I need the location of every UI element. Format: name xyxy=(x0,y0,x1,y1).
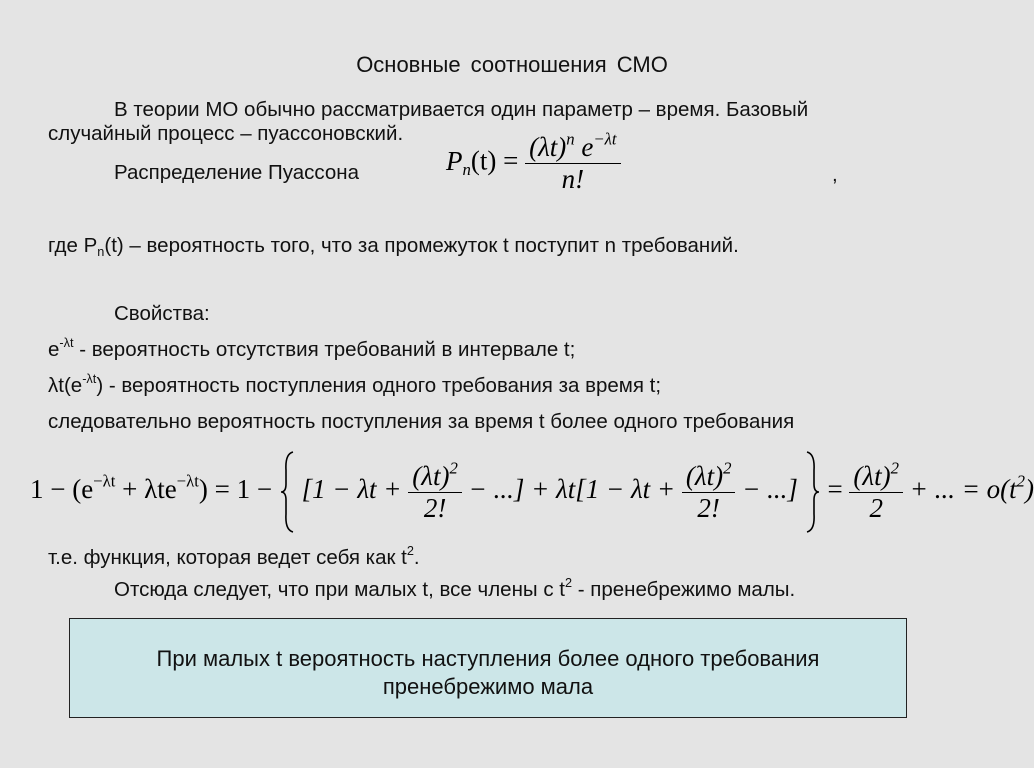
expansion-term-1: [1 − λt + xyxy=(301,474,402,505)
negligible-line: Отсюда следует, что при малых t, все члены с $t^2$ - пренебрежимо малы. xyxy=(114,575,796,601)
where-line: где $P_n(t)$ – вероятность того, что за промежуток t поступит n требований. xyxy=(48,234,739,259)
poisson-numerator: $(\lambda t)^n$ $e^{-\lambda t}$ xyxy=(529,129,617,162)
expansion-tail: + ... = $o(t^2)$ xyxy=(909,471,1034,505)
left-brace xyxy=(279,450,295,534)
expansion-part-1: $1 - (e^{-\lambda t} + \lambda te^{-\lambda t}) = 1$ − xyxy=(30,471,273,505)
intro-line-2: случайный процесс – пуассоновский. xyxy=(48,122,404,145)
poisson-label: Распределение Пуассона xyxy=(114,161,360,184)
properties-heading: Свойства: xyxy=(114,302,210,325)
expansion-frac-1: $\frac{(\lambda t)^2}{2!}$ xyxy=(408,461,462,524)
expansion-term-2: − ...] + λt[1 − λt + xyxy=(468,474,676,505)
conclusion-line-2: пренебрежимо мала xyxy=(382,674,594,699)
property-1: $e^{-\lambda t}$ - вероятность отсутствия требований в интервале t; xyxy=(48,335,576,361)
right-brace xyxy=(805,450,821,534)
expansion-eq: = xyxy=(827,474,843,505)
poisson-fraction xyxy=(525,129,621,195)
behaves-line: т.е. функция, которая ведет себя как $t^2$. xyxy=(48,543,420,569)
conclusion-line-1: При малых t вероятность наступления более одного требования xyxy=(156,646,820,671)
expansion-formula xyxy=(30,450,1034,534)
formula-lhs: $P_n$ xyxy=(446,145,471,179)
poisson-denominator: n! xyxy=(525,163,621,195)
property-2: $\lambda t(e^{-\lambda t})$ - вероятность поступления одного требования за время t; xyxy=(48,371,662,397)
expansion-term-3: − ...] xyxy=(742,474,798,505)
intro-line-1: В теории МО обычно рассматривается один параметр – время. Базовый xyxy=(114,98,809,121)
formula-comma: , xyxy=(832,163,838,186)
property-3: следовательно вероятность поступления за время t более одного требования xyxy=(48,410,795,433)
expansion-frac-3: $\frac{(\lambda t)^2}{2}$ xyxy=(849,461,903,524)
formula-lhs-arg: (t) = xyxy=(470,145,519,176)
conclusion-box xyxy=(69,618,907,718)
poisson-formula xyxy=(446,129,621,195)
page-title: Основные соотношения СМО xyxy=(356,52,668,77)
expansion-frac-2: $\frac{(\lambda t)^2}{2!}$ xyxy=(682,461,736,524)
